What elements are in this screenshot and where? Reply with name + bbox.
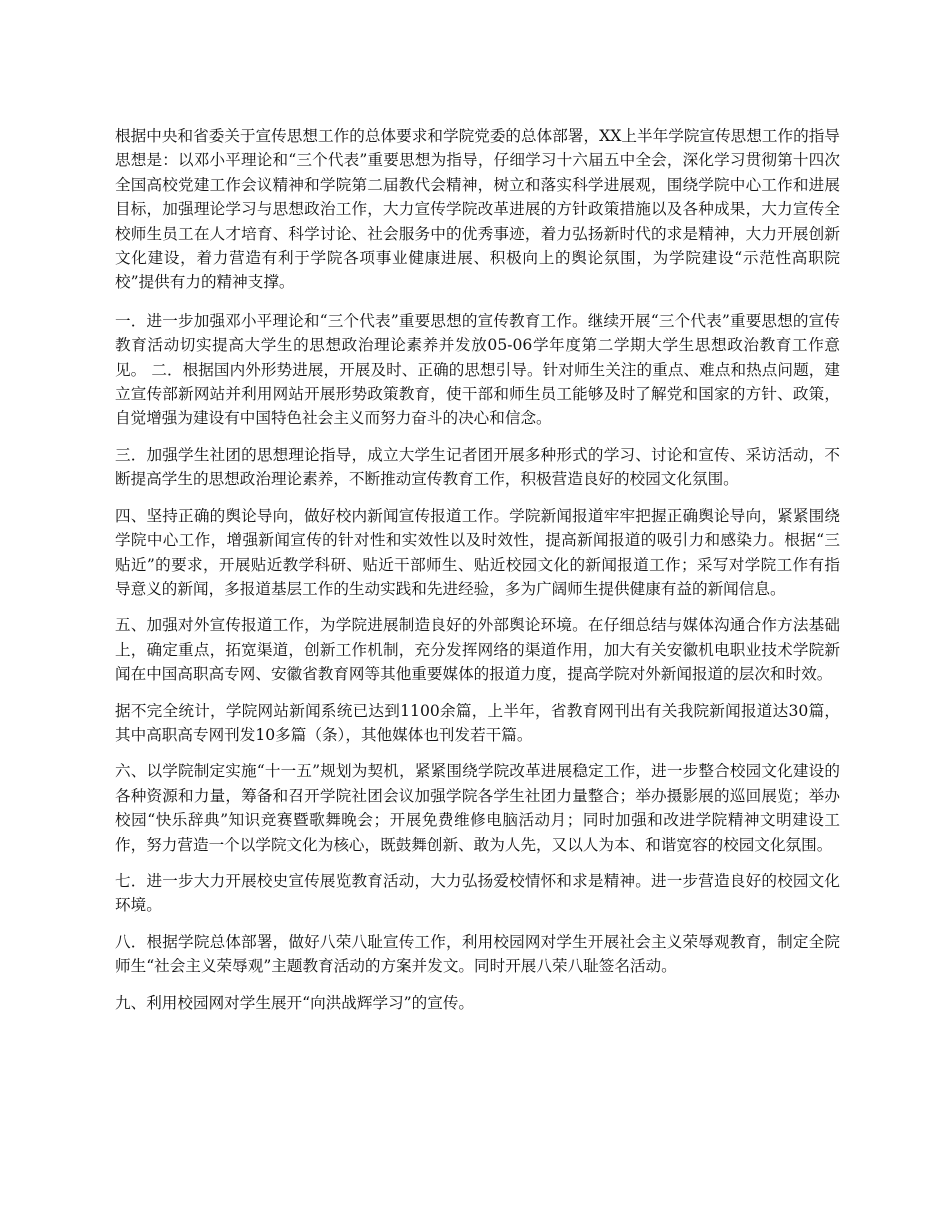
paragraph-item-5: 五、加强对外宣传报道工作，为学院进展制造良好的外部舆论环境。在仔细总结与媒体沟通合作方法基础上，确定重点，拓宽渠道，创新工作机制，充分发挥网络的渠道作用，加大有关安徽机电职业技术学院新闻在中国高职高专网、安徽省教育网等其他重要媒体的报道力度，提高学院对外新闻报道的层次和时效。 — [115, 616, 840, 684]
paragraph-item-9: 九、利用校园网对学生展开“向洪战辉学习”的宣传。 — [115, 993, 475, 1012]
paragraph-item-7: 七．进一步大力开展校史宣传展览教育活动，大力弘扬爱校情怀和求是精神。进一步营造良好的校园文化环境。 — [115, 871, 840, 915]
document-body — [115, 124, 840, 1027]
paragraph-item-3: 三．加强学生社团的思想理论指导，成立大学生记者团开展多种形式的学习、讨论和宣传、采访活动，不断提高学生的思想政治理论素养，不断推动宣传教育工作，积极营造良好的校园文化氛围。 — [115, 445, 840, 489]
paragraph-item-4: 四、坚持正确的舆论导向，做好校内新闻宣传报道工作。学院新闻报道牢牢把握正确舆论导向，紧紧围绕学院中心工作，增强新闻宣传的针对性和实效性以及时效性，提高新闻报道的吸引力和感染力。根据“三贴近”的要求，开展贴近教学科研、贴近干部师生、贴近校园文化的新闻报道工作；采写对学院工作有指导意义的新闻，多报道基层工作的生动实践和先进经验，多为广阔师生提供健康有益的新闻信息。 — [115, 506, 840, 598]
paragraph-item-1-2: 一．进一步加强邓小平理论和“三个代表”重要思想的宣传教育工作。继续开展“三个代表”重要思想的宣传教育活动切实提高大学生的思想政治理论素养并发放05-06学年度第二学期大学生思想政治教育工作意见。 二．根据国内外形势进展，开展及时、正确的思想引导。针对师生关注的重点、难点和热点问题，建立宣传部新网站并利用网站开展形势政策教育，使干部和师生员工能够及时了解党和国家的方针、政策，自觉增强为建设有中国特色社会主义而努力奋斗的决心和信念。 — [115, 311, 840, 428]
paragraph-item-8: 八．根据学院总体部署，做好八荣八耻宣传工作，利用校园网对学生开展社会主义荣辱观教育，制定全院师生“社会主义荣辱观”主题教育活动的方案并发文。同时开展八荣八耻签名活动。 — [115, 932, 840, 976]
paragraph-intro: 根据中央和省委关于宣传思想工作的总体要求和学院党委的总体部署，XX上半年学院宣传思想工作的指导思想是：以邓小平理论和“三个代表”重要思想为指导，仔细学习十六届五中全会，深化学习贯彻第十四次全国高校党建工作会议精神和学院第二届教代会精神，树立和落实科学进展观，围绕学院中心工作和进展目标，加强理论学习与思想政治工作，大力宣传学院改革进展的方针政策措施以及各种成果，大力宣传全校师生员工在人才培育、科学讨论、社会服务中的优秀事迹，着力弘扬新时代的求是精神，大力开展创新文化建设，着力营造有利于学院各项事业健康进展、积极向上的舆论氛围，为学院建设“示范性高职院校”提供有力的精神支撑。 — [115, 127, 840, 292]
paragraph-statistics: 据不完全统计，学院网站新闻系统已达到1100余篇，上半年，省教育网刊出有关我院新闻报道达30篇，其中高职高专网刊发10多篇（条），其他媒体也刊发若干篇。 — [115, 701, 840, 744]
paragraph-item-6: 六、以学院制定实施“十一五”规划为契机，紧紧围绕学院改革进展稳定工作，进一步整合校园文化建设的各种资源和力量，筹备和召开学院社团会议加强学院各学生社团力量整合；举办摄影展的巡回展览；举办校园“快乐辞典”知识竞赛暨歌舞晚会；开展免费维修电脑活动月；同时加强和改进学院精神文明建设工作，努力营造一个以学院文化为核心，既鼓舞创新、敢为人先，又以人为本、和谐宽容的校园文化氛围。 — [115, 762, 840, 854]
